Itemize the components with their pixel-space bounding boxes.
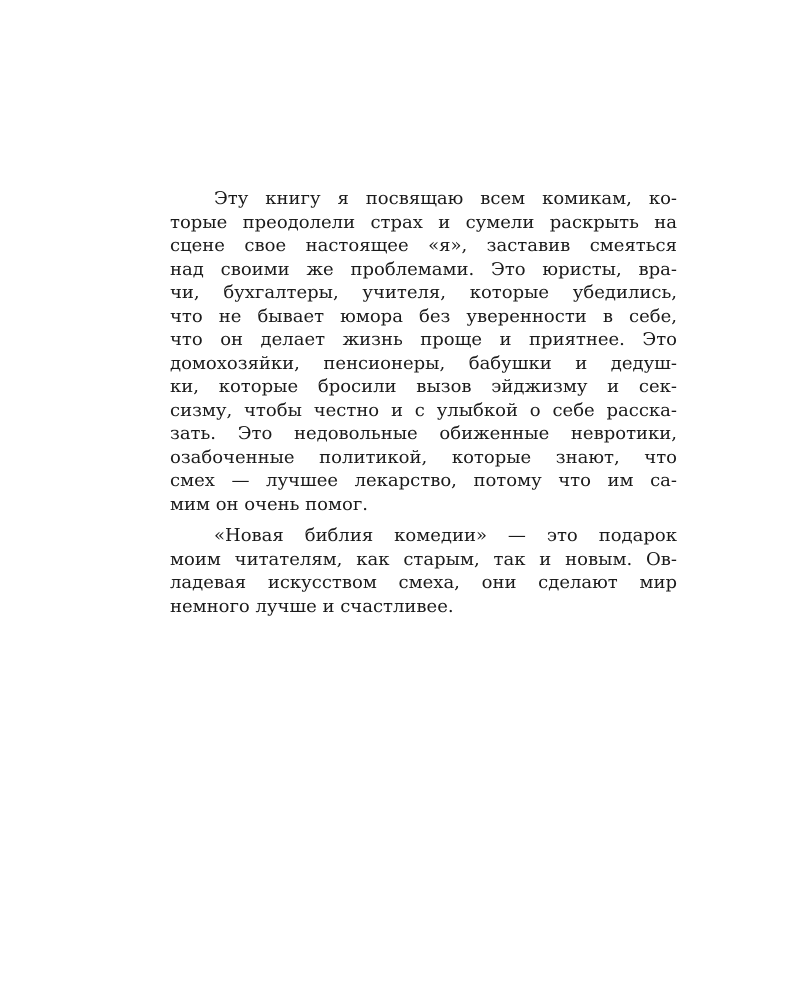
text-line: ладевая искусством смеха, они сделают мир bbox=[170, 572, 677, 593]
text-line: зать. Это недовольные обиженные невротики, bbox=[170, 423, 677, 444]
text-line: над своими же проблемами. Это юристы, вра- bbox=[170, 258, 677, 280]
text-line: мим он очень помог. bbox=[170, 493, 369, 515]
text-line: чи, бухгалтеры, учителя, которые убедились, bbox=[170, 282, 677, 303]
text-line: сцене свое настоящее «я», заставив смеяться bbox=[170, 235, 677, 256]
text-line: что не бывает юмора без уверенности в себе, bbox=[170, 305, 677, 327]
text-line: немного лучше и счастливее. bbox=[170, 595, 454, 617]
text-line: домохозяйки, пенсионеры, бабушки и дедуш- bbox=[170, 352, 677, 374]
text-line: что он делает жизнь проще и приятнее. Это bbox=[170, 329, 677, 350]
text-line: моим читателям, как старым, так и новым. Ов- bbox=[170, 548, 677, 570]
text-line: торые преодолели страх и сумели раскрыть на bbox=[170, 211, 677, 233]
paragraph-gap bbox=[170, 516, 677, 524]
paragraph-2 bbox=[170, 524, 677, 618]
text-line: озабоченные политикой, которые знают, что bbox=[170, 446, 677, 468]
text-line: Эту книгу я посвящаю всем комикам, ко- bbox=[214, 188, 677, 209]
dedication-text bbox=[170, 187, 677, 618]
text-line: смех — лучшее лекарство, потому что им са- bbox=[170, 470, 677, 491]
text-line: ки, которые бросили вызов эйджизму и сек- bbox=[170, 376, 677, 397]
paragraph-1 bbox=[170, 187, 677, 516]
text-line: сизму, чтобы честно и с улыбкой о себе расска- bbox=[170, 399, 677, 421]
text-line: «Новая библия комедии» — это подарок bbox=[214, 525, 677, 546]
